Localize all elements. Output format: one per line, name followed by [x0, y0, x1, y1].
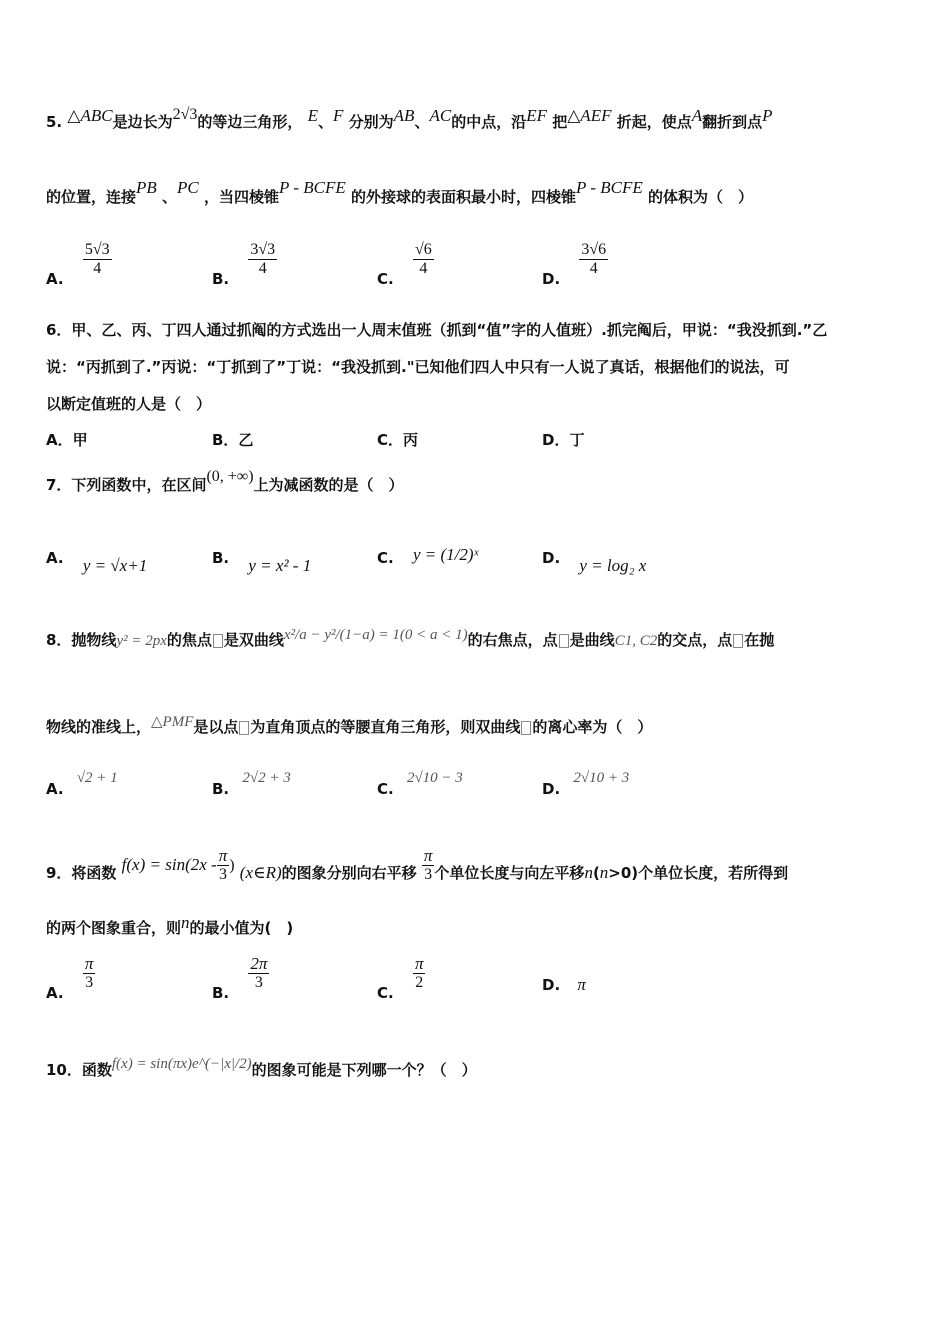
hyperbola-equation: x²/a − y²/(1−a) = 1(0 < a < 1) — [283, 627, 468, 643]
q7-line1: 7．下列函数中，在区间(0, +∞)上为减函数的是（ ） — [46, 468, 404, 494]
q5-line2: 的位置，连接PB 、PC ，当四棱锥P - BCFE 的外接球的表面积最小时，四棱锥P - BCFE 的体积为（ ） — [46, 178, 753, 206]
fraction-pi-3: $\frac{\pi}{3}$ — [423, 846, 433, 883]
option-b[interactable]: B. 2√2 + 3 — [212, 770, 291, 798]
option-d[interactable]: D. y = log₂ x — [542, 549, 647, 575]
option-a[interactable]: A. y = √x+1 — [46, 549, 148, 575]
option-b[interactable]: B. y = x² - 1 — [212, 549, 312, 575]
option-b[interactable]: B. $\frac{2\pi}{3}$ — [212, 954, 268, 1002]
option-a[interactable]: A. $\frac{5√3}{4}$ — [46, 241, 110, 288]
option-b-expr: y = x² - 1 — [248, 556, 312, 575]
function-f: f(x) = sin(2x - — [121, 855, 217, 874]
q8-line1: 8．抛物线y² = 2px的焦点 是双曲线x²/a − y²/(1−a) = 1(0 < a < 1)的右焦点，点 是曲线C1, C2的交点，点 在抛 — [46, 627, 775, 649]
q5-number: 5. — [46, 113, 63, 131]
q8-line2: 物线的准线上，△PMF是以点 为直角顶点的等腰直角三角形，则双曲线 的离心率为（ ） — [46, 714, 653, 736]
fraction: $\frac{3√6}{4}$ — [581, 241, 607, 277]
option-a[interactable]: A．甲 — [46, 431, 88, 449]
parabola-equation: y² = 2px — [116, 633, 167, 649]
placeholder-glyph — [521, 721, 531, 735]
option-d[interactable]: D. 2√10 + 3 — [542, 770, 630, 798]
q9-line1: 9．将函数 f(x) = sin(2x - $\frac{\pi}{3}$ ) (x∈R)的图象分别向右平移 $\frac{\pi}{3}$ 个单位长度与向左平移n(n>0)个单位长度，若所得到 — [46, 846, 789, 883]
option-c[interactable]: C．丙 — [377, 431, 419, 449]
placeholder-glyph — [239, 721, 249, 735]
option-c[interactable]: C. $\frac{\pi}{2}$ — [377, 954, 424, 1002]
fraction: $\frac{5√3}{4}$ — [84, 241, 110, 277]
option-a[interactable]: A. √2 + 1 — [46, 770, 118, 798]
option-d[interactable]: D．丁 — [542, 431, 585, 449]
option-d-expr: y = log₂ x — [579, 556, 647, 575]
q6-line2: 说：“丙抓到了.”丙说：“丁抓到了”丁说：“我没抓到."已知他们四人中只有一人说了真话，根据他们的说法，可 — [46, 358, 790, 376]
q10-line1: 10．函数f(x) = sin(πx)e^(−|x|/2)的图象可能是下列哪一个？（ ） — [46, 1056, 477, 1079]
q6-line1: 6．甲、乙、丙、丁四人通过抓阄的方式选出一人周末值班（抓到“值”字的人值班）.抓完阄后，甲说：“我没抓到.”乙 — [46, 321, 828, 339]
option-a-expr: y = √x+1 — [82, 556, 148, 575]
fraction: $\frac{√6}{4}$ — [414, 241, 432, 277]
option-a[interactable]: A. $\frac{\pi}{3}$ — [46, 954, 94, 1002]
fraction-pi-3: $\frac{\pi}{3}$ — [218, 846, 228, 883]
placeholder-glyph — [733, 634, 743, 648]
placeholder-glyph — [213, 634, 223, 648]
q6-line3: 以断定值班的人是（ ） — [46, 395, 212, 413]
placeholder-glyph — [559, 634, 569, 648]
option-b[interactable]: B. $\frac{3√3}{4}$ — [212, 241, 276, 288]
option-b[interactable]: B．乙 — [212, 431, 254, 449]
function-expression: f(x) = sin(πx)e^(−|x|/2) — [111, 1056, 252, 1072]
option-c-expr: y = (1/2)ˣ — [412, 545, 479, 564]
fraction: $\frac{3√3}{4}$ — [250, 241, 276, 277]
option-c[interactable]: C. 2√10 − 3 — [377, 770, 463, 798]
option-d[interactable]: D. $\frac{3√6}{4}$ — [542, 241, 607, 288]
q5-line1: 5. △ABC是边长为2√3的等边三角形， E、F 分别为AB、AC的中点，沿EF 把△AEF 折起，使点A翻折到点P — [46, 106, 773, 131]
triangle-pmf: △PMF — [151, 714, 194, 730]
option-c[interactable]: C. $\frac{√6}{4}$ — [377, 241, 432, 288]
option-c[interactable]: C. y = (1/2)ˣ — [377, 545, 479, 567]
q9-line2: 的两个图象重合，则n的最小值为( ) — [46, 913, 294, 937]
option-d[interactable]: D. π — [542, 975, 586, 994]
